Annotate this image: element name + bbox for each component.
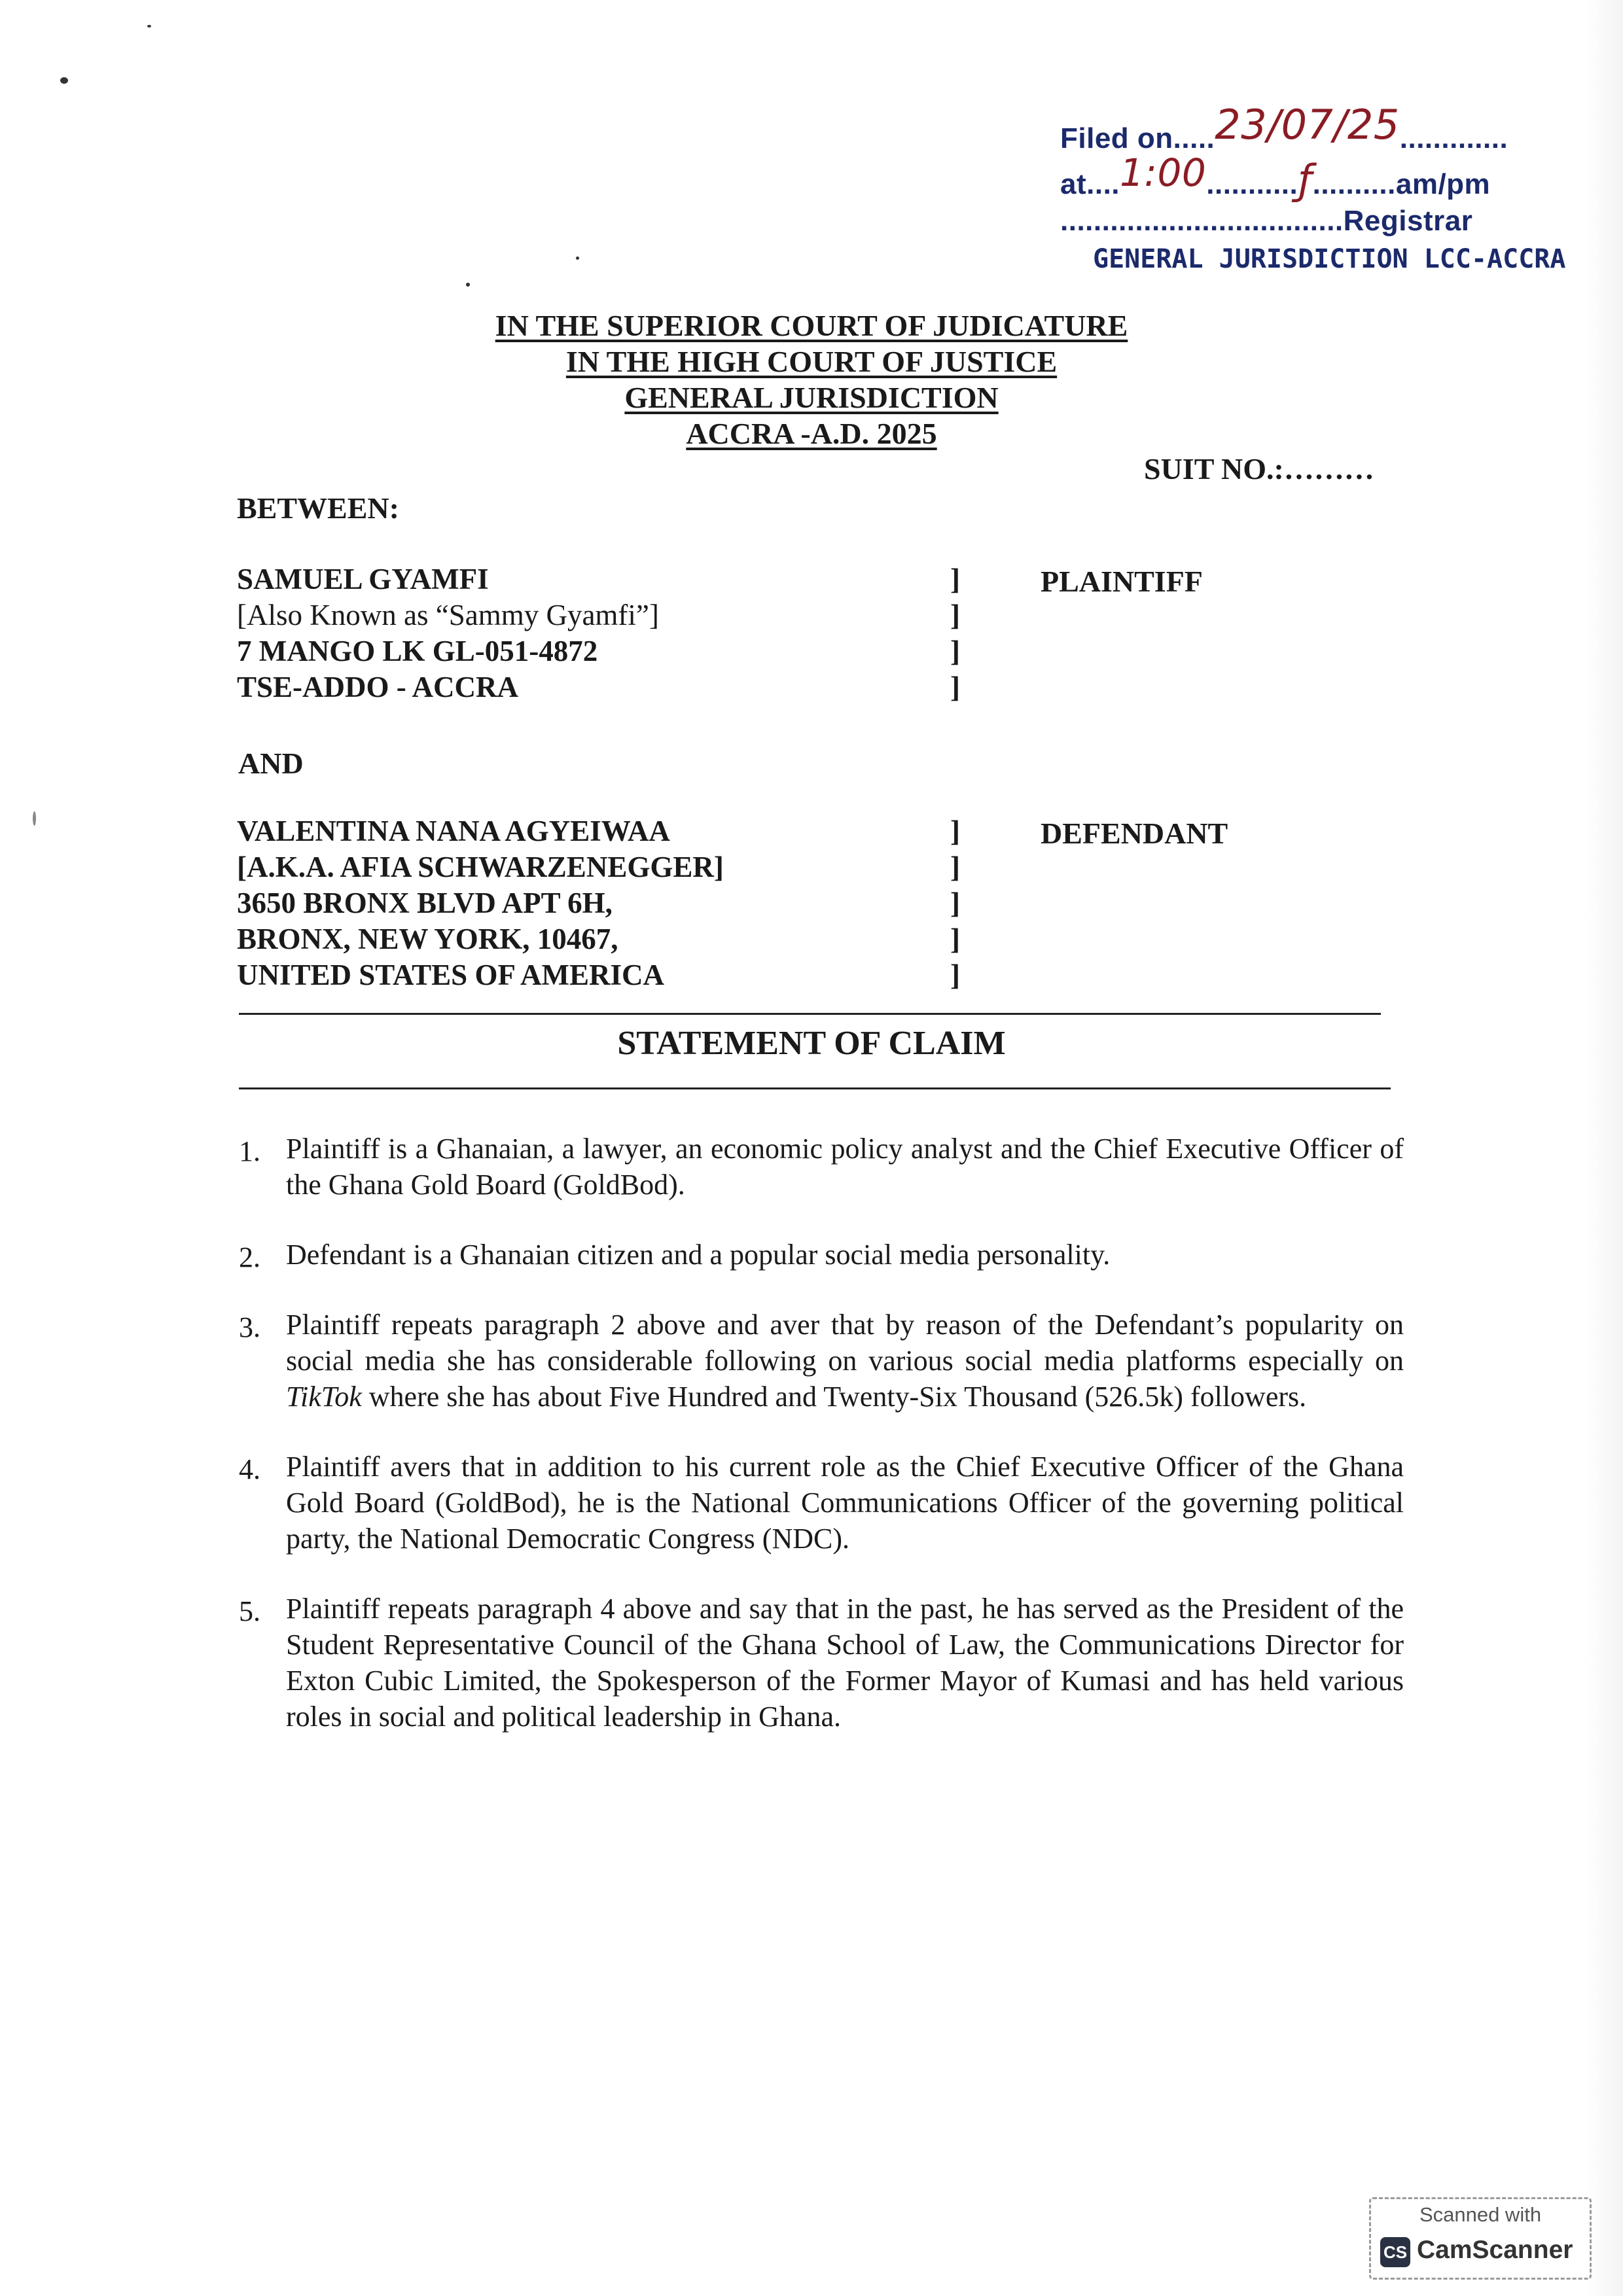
filed-date-handwritten: 23/07/25 [1215, 101, 1400, 149]
filed-on-line: Filed on.....23/07/25............. [1060, 101, 1508, 154]
paragraph-text: where she has about Five Hundred and Twenty-Six Thousand (526.5k) followers. [361, 1381, 1307, 1413]
paragraph-number: 5. [239, 1595, 260, 1627]
court-line-location-year: ACCRA -A.D. 2025 [686, 417, 937, 450]
paragraph-text-italic: TikTok [286, 1381, 362, 1413]
registrar-signature: ƒ [1298, 156, 1313, 203]
claim-paragraph [239, 1449, 1404, 1557]
plaintiff-name: SAMUEL GYAMFI [237, 563, 489, 595]
court-line-superior: IN THE SUPERIOR COURT OF JUDICATURE [495, 309, 1128, 342]
stamp-jurisdiction: GENERAL JURISDICTION LCC-ACCRA [1093, 244, 1566, 274]
registrar-line: ..................................Registrar [1060, 205, 1473, 237]
title-rule-top [239, 1013, 1381, 1015]
claim-paragraph [239, 1131, 1404, 1203]
defendant-aka: [A.K.A. AFIA SCHWARZENEGGER] [237, 851, 724, 883]
defendant-address-line3: UNITED STATES OF AMERICA [237, 959, 665, 991]
paragraph-text: Defendant is a Ghanaian citizen and a popular social media personality. [286, 1239, 1111, 1271]
registrar-label: Registrar [1343, 205, 1473, 237]
defendant-name: VALENTINA NANA AGYEIWAA [237, 815, 670, 847]
defendant-address-line2: BRONX, NEW YORK, 10467, [237, 923, 618, 955]
at-label: at [1060, 168, 1087, 200]
paragraph-text: Plaintiff repeats paragraph 2 above and aver that by reason of the Defendant’s popularity on social media she has considerable following on various social media platforms especially on [286, 1309, 1404, 1377]
scan-speck [60, 77, 68, 84]
scan-speck [466, 283, 470, 287]
filed-time-handwritten: 1:00 [1120, 150, 1207, 195]
paragraph-number: 3. [239, 1311, 260, 1343]
camscanner-logo-icon: CS [1380, 2237, 1410, 2267]
paragraph-text: Plaintiff is a Ghanaian, a lawyer, an economic policy analyst and the Chief Executive Officer of the Ghana Gold Board (GoldBod). [286, 1133, 1404, 1201]
watermark-caption: Scanned with [1419, 2203, 1542, 2226]
camscanner-watermark [1369, 2197, 1592, 2280]
scan-speck [33, 811, 36, 826]
plaintiff-block [237, 561, 659, 705]
paragraph-number: 1. [239, 1135, 260, 1167]
suit-number: SUIT NO.:……… [1144, 452, 1374, 486]
claim-paragraph [239, 1237, 1404, 1273]
paragraph-text: Plaintiff avers that in addition to his current role as the Chief Executive Officer of the Ghana Gold Board (GoldBod), he is the National Communications Officer of the governing political party, the National Democratic Congress (NDC). [286, 1451, 1404, 1555]
watermark-brand: CamScanner [1417, 2236, 1573, 2264]
court-line-jurisdiction: GENERAL JURISDICTION [624, 381, 999, 414]
plaintiff-brackets: ] ] ] ] [950, 563, 960, 703]
and-label: AND [238, 747, 304, 780]
between-label: BETWEEN: [237, 491, 399, 525]
plaintiff-address-line1: 7 MANGO LK GL-051-4872 [237, 635, 598, 667]
scan-speck [576, 256, 579, 260]
defendant-address-line1: 3650 BRONX BLVD APT 6H, [237, 887, 613, 919]
plaintiff-aka: [Also Known as “Sammy Gyamfi”] [237, 599, 659, 631]
defendant-block [237, 813, 724, 993]
court-heading [0, 308, 1623, 451]
court-line-high-court: IN THE HIGH COURT OF JUSTICE [565, 345, 1058, 378]
filing-stamp [1060, 84, 1571, 280]
ampm-label: am/pm [1395, 168, 1491, 200]
filed-on-label: Filed on [1060, 122, 1173, 154]
plaintiff-address-line2: TSE-ADDO - ACCRA [237, 671, 519, 703]
defendant-brackets: ] ] ] ] ] [950, 815, 960, 991]
document-title: STATEMENT OF CLAIM [617, 1025, 1006, 1062]
plaintiff-role: PLAINTIFF [1041, 565, 1203, 598]
paragraph-number: 4. [239, 1453, 260, 1485]
claim-paragraph [239, 1591, 1404, 1735]
paragraph-text: Plaintiff repeats paragraph 4 above and say that in the past, he has served as the President of the Student Representative Council of the Ghana School of Law, the Communications Director for Exton Cubic Limited, the Spokesperson of the Former Mayor of Kumasi and has held various roles in social and political leadership in Ghana. [286, 1593, 1404, 1733]
defendant-role: DEFENDANT [1041, 817, 1228, 850]
paragraph-number: 2. [239, 1241, 260, 1273]
title-rule-bottom [239, 1087, 1391, 1089]
filed-at-line: at....1:00...........ƒ..........am/pm [1060, 150, 1491, 203]
claim-paragraphs [239, 1131, 1404, 1769]
scan-speck [147, 25, 151, 27]
claim-paragraph [239, 1307, 1404, 1415]
